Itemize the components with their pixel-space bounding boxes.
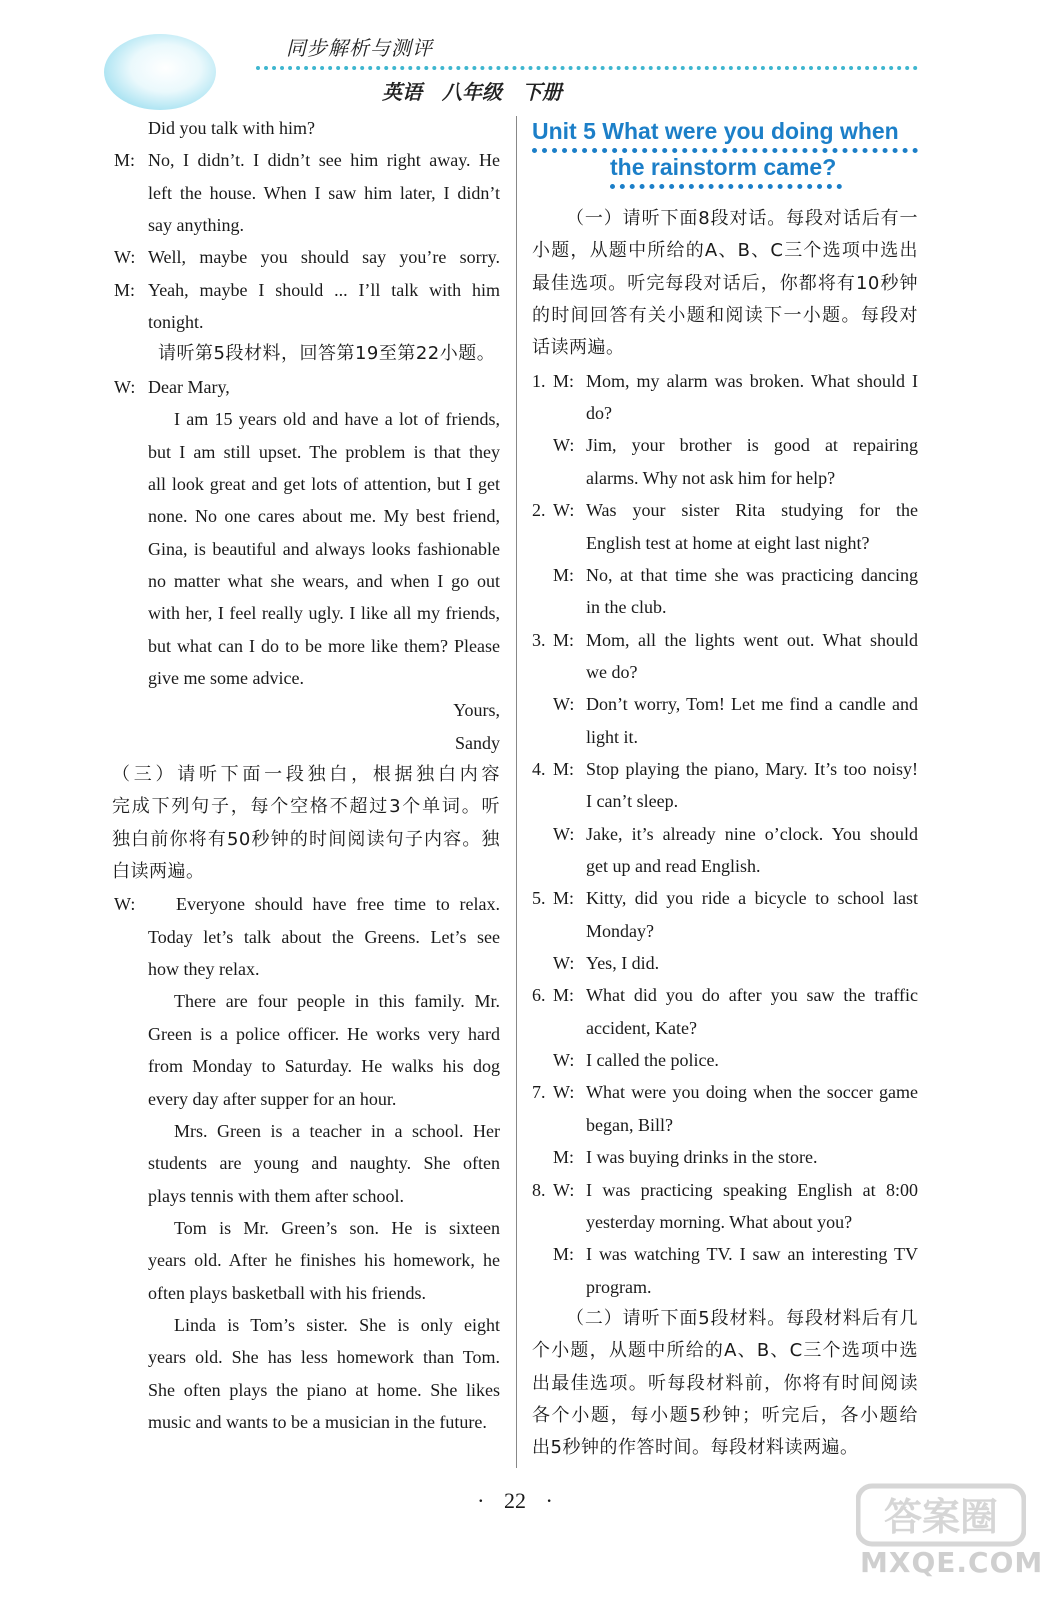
header-divider [256, 66, 918, 70]
speaker-label: M: [553, 758, 575, 779]
left-text-line: music and wants to be a musician in the future. [148, 1412, 487, 1432]
right-text-line: Stop playing the piano, Mary. It’s too noisy! [586, 758, 918, 779]
right-text-line: in the club. [586, 597, 667, 618]
unit-title-line-1: Unit 5 What were you doing when [532, 118, 899, 144]
question-number: 6. [532, 985, 546, 1006]
speaker-label: M: [553, 888, 575, 909]
right-text-line: No, at that time she was practicing dancing [586, 564, 918, 585]
question-number: 5. [532, 888, 546, 909]
publisher-logo [104, 34, 216, 110]
left-text-line: 白读两遍。 [112, 861, 205, 883]
speaker-label: W: [553, 435, 575, 456]
speaker-label: M: [553, 1147, 575, 1168]
book-subtitle: 英语 八年级 下册 [382, 80, 562, 104]
right-text-line: 出5秒钟的作答时间。每段材料读两遍。 [532, 1437, 859, 1459]
right-text-line: Mom, all the lights went out. What should [586, 629, 918, 650]
right-text-line: began, Bill? [586, 1114, 673, 1135]
unit-title-dots-2 [610, 184, 842, 189]
question-number: 4. [532, 758, 546, 779]
right-text-line: Mom, my alarm was broken. What should I [586, 370, 918, 391]
watermark-url: MXQE.COM [860, 1546, 1044, 1579]
question-number: 1. [532, 370, 546, 391]
left-text-line: 完成下列句子，每个空格不超过3个单词。听 [112, 796, 500, 818]
left-text-line: every day after supper for an hour. [148, 1088, 397, 1109]
speaker-label: W: [553, 1082, 575, 1103]
right-text-line: I called the police. [586, 1050, 719, 1071]
left-text-line: Dear Mary, [148, 376, 230, 397]
right-text-line: What were you doing when the soccer game [586, 1082, 918, 1103]
left-text-line: Sandy [455, 732, 500, 753]
speaker-label: W: [114, 894, 136, 915]
right-text-line: Yes, I did. [586, 953, 660, 974]
unit-title-dots-1 [532, 148, 918, 153]
left-text-line: Tom is Mr. Green’s son. He is sixteen [174, 1217, 500, 1238]
left-text-line: 独白前你将有50秒钟的时间阅读句子内容。独 [112, 828, 500, 850]
left-text-line: none. No one cares about me. My best friend, [148, 506, 500, 527]
speaker-label: W: [553, 694, 575, 715]
left-text-line: Today let’s talk about the Greens. Let’s see [148, 926, 500, 947]
unit-title-line-2: the rainstorm came? [610, 154, 837, 180]
left-text-line: Everyone should have free time to relax. [176, 894, 500, 915]
speaker-label: W: [553, 823, 575, 844]
right-text-line: light it. [586, 726, 639, 747]
speaker-label: M: [114, 150, 136, 171]
question-number: 8. [532, 1179, 546, 1200]
svg-text:答案圈: 答案圈 [883, 1495, 999, 1539]
speaker-label: W: [114, 247, 136, 268]
left-text-line: （三）请听下面一段独白，根据独白内容 [112, 764, 500, 785]
left-text-line: left the house. When I saw him later, I didn’t [148, 182, 500, 203]
right-text-line: Don’t worry, Tom! Let me find a candle and [586, 694, 918, 715]
left-text-line: No, I didn’t. I didn’t see him right away. He [148, 150, 500, 171]
right-text-line: do? [586, 403, 612, 424]
left-text-line: say anything. [148, 215, 244, 236]
right-text-line: 的时间回答有关小题和阅读下一小题。每段对 [532, 305, 918, 327]
speaker-label: W: [553, 1050, 575, 1071]
left-text-line: students are young and naughty. She often [148, 1153, 500, 1174]
speaker-label: M: [553, 564, 575, 585]
right-text-line: English test at home at eight last night? [586, 532, 870, 553]
speaker-label: M: [553, 370, 575, 391]
left-text-line: Linda is Tom’s sister. She is only eight [174, 1314, 500, 1335]
right-text-line: I was watching TV. I saw an interesting TV [586, 1244, 918, 1265]
right-text-line: accident, Kate? [586, 1017, 697, 1038]
right-text-line: alarms. Why not ask him for help? [586, 467, 836, 488]
right-text-line: Monday? [586, 920, 654, 941]
left-text-line: Did you talk with him? [148, 118, 315, 138]
left-text-line: She often plays the piano at home. She likes [148, 1379, 500, 1400]
left-text-line: often plays basketball with his friends. [148, 1282, 426, 1303]
left-text-line: I am 15 years old and have a lot of friends, [174, 409, 500, 430]
left-text-line: 请听第5段材料，回答第19至第22小题。 [158, 343, 496, 365]
left-text-line: Yours, [453, 700, 500, 721]
speaker-label: M: [553, 1244, 575, 1265]
left-text-line: plays tennis with them after school. [148, 1185, 404, 1206]
right-text-line: we do? [586, 661, 638, 682]
left-text-line: Green is a police officer. He works very hard [148, 1023, 500, 1044]
right-text-line: 出最佳选项。听每段材料前，你将有时间阅读 [532, 1372, 918, 1394]
right-text-line: get up and read English. [586, 856, 761, 876]
question-number: 2. [532, 500, 546, 521]
speaker-label: W: [553, 1179, 575, 1200]
speaker-label: W: [114, 376, 136, 397]
left-text-line: tonight. [148, 312, 204, 333]
left-text-line: There are four people in this family. Mr. [174, 991, 500, 1012]
left-text-line: Mrs. Green is a teacher in a school. Her [174, 1120, 500, 1141]
right-text-line: 个小题，从题中所给的A、B、C三个选项中选 [532, 1340, 918, 1362]
question-number: 3. [532, 629, 546, 650]
speaker-label: M: [553, 985, 575, 1006]
right-text-line: 最佳选项。听完每段对话后，你都将有10秒钟 [532, 272, 918, 294]
left-text-line: but what can I do to be more like them? Please [148, 635, 500, 656]
speaker-label: W: [553, 953, 575, 974]
right-text-line: Jake, it’s already nine o’clock. You should [586, 823, 918, 844]
speaker-label: M: [114, 279, 136, 300]
right-text-line: 小题，从题中所给的A、B、C三个选项中选出 [532, 240, 918, 262]
right-text-line: yesterday morning. What about you? [586, 1211, 853, 1232]
right-text-line: I was buying drinks in the store. [586, 1147, 818, 1168]
right-text-line: Jim, your brother is good at repairing [586, 435, 918, 456]
right-text-line: （一）请听下面8段对话。每段对话后有一 [566, 208, 918, 229]
question-number: 7. [532, 1082, 546, 1103]
right-text-line: What did you do after you saw the traffic [586, 985, 918, 1006]
right-text-line: 各个小题，每小题5秒钟；听完后，各小题给 [532, 1404, 918, 1426]
left-text-line: with her, I feel really ugly. I like all my friends, [148, 603, 500, 624]
speaker-label: M: [553, 629, 575, 650]
left-text-line: years old. She has less homework than Tom. [148, 1347, 500, 1368]
book-series-title: 同步解析与测评 [286, 36, 433, 60]
right-text-line: program. [586, 1276, 652, 1297]
right-text-line: I was practicing speaking English at 8:00 [586, 1179, 918, 1200]
speaker-label: W: [553, 500, 575, 521]
left-text-line: Gina, is beautiful and always looks fashionable [148, 538, 500, 559]
left-text-line: no matter what she wears, and when I go out [148, 570, 500, 591]
right-text-line: （二）请听下面5段材料。每段材料后有几 [566, 1307, 918, 1329]
right-text-line: 话读两遍。 [532, 337, 625, 359]
right-text-line: Was your sister Rita studying for the [586, 500, 918, 521]
right-text-line: Kitty, did you ride a bicycle to school last [586, 888, 918, 909]
left-text-line: years old. After he finishes his homework, he [148, 1250, 500, 1271]
left-text-line: how they relax. [148, 959, 260, 980]
column-divider [516, 116, 517, 1468]
watermark-logo-icon [856, 1480, 1026, 1550]
left-text-line: Yeah, maybe I should ... I’ll talk with him [148, 279, 500, 300]
left-text-line: from Monday to Saturday. He walks his dog [148, 1056, 500, 1077]
left-text-line: give me some advice. [148, 667, 304, 688]
left-text-line: all look great and get lots of attention, but I get [148, 473, 500, 494]
left-text-line: Well, maybe you should say you’re sorry. [148, 247, 500, 268]
page-number: · 22 · [477, 1488, 553, 1513]
right-text-line: I can’t sleep. [586, 791, 679, 812]
left-text-line: but I am still upset. The problem is that they [148, 441, 500, 462]
